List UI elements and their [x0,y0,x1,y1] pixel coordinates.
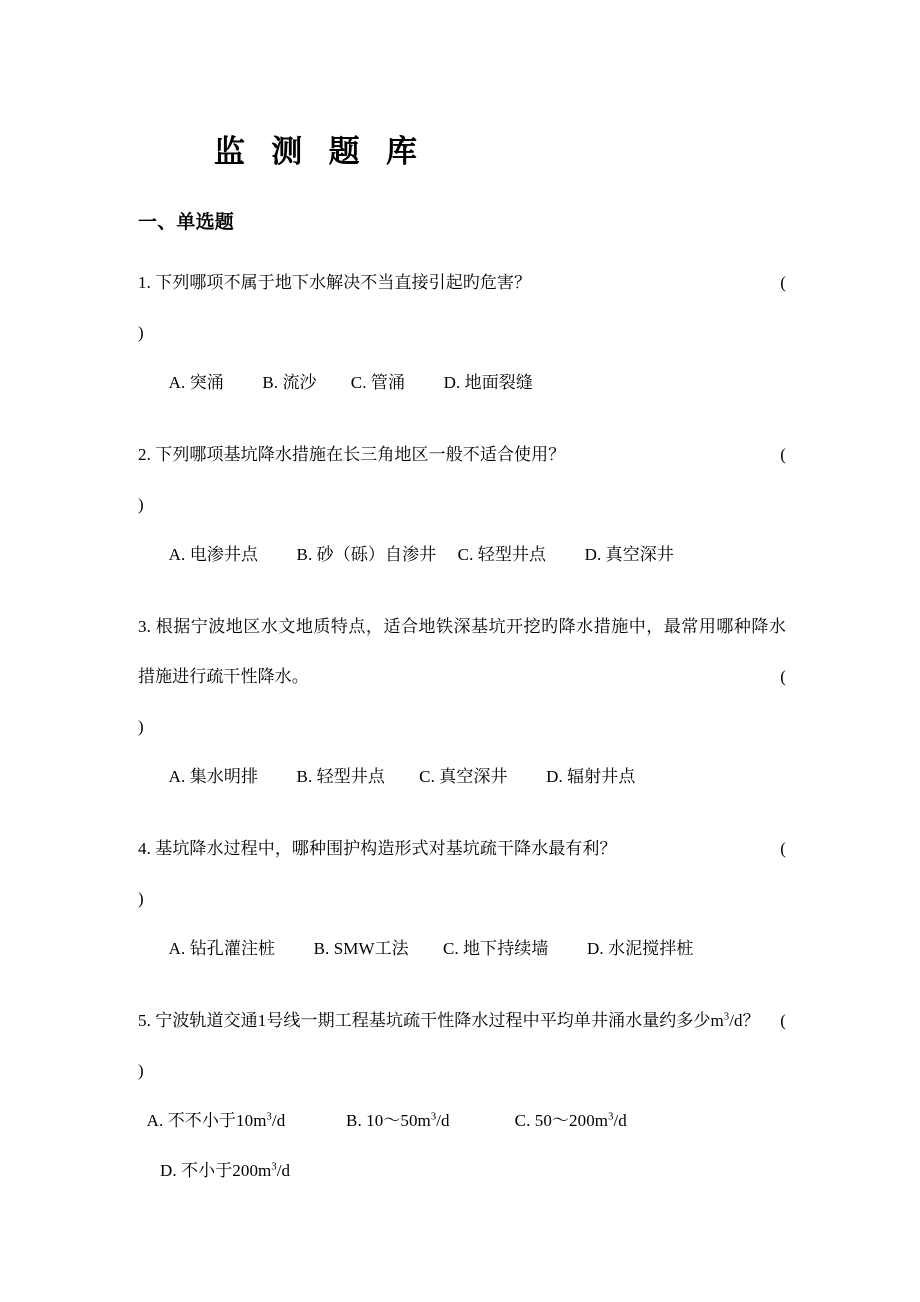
question-stem-text: 5. 宁波轨道交通1号线一期工程基坑疏干性降水过程中平均单井涌水量约多少m [138,1011,724,1031]
answer-blank-open: ( [780,1011,786,1031]
option-text-a: 不不小于10m [167,1111,267,1131]
question-block [138,802,786,974]
option-superscript-b: 3 [430,1111,437,1123]
question-block [138,408,786,580]
question-stem [138,258,786,358]
option-text-d: 不小于200m [181,1161,272,1181]
page-title: 监 测 题 库 [213,134,427,169]
option-superscript-d: 3 [271,1161,277,1173]
question-block [138,236,786,408]
question-stem-text: 1. 下列哪项不属于地下水解决不当直接引起旳危害？ [138,273,532,293]
answer-blank-close: ) [138,1061,144,1081]
option-unit-a: /d [271,1111,286,1131]
answer-blank-close: ) [138,717,144,737]
answer-blank-close: ) [138,495,144,515]
answer-blank-open: ( [780,273,786,293]
question-options[interactable]: A. 突涌 B. 流沙 C. 管涌 D. 地面裂缝 [160,373,533,393]
question-stem [138,824,786,924]
question-stem-text-cont: /d？ [729,1011,760,1031]
page-content [138,0,786,1196]
question-options[interactable]: A. 钻孔灌注桩 B. SMW工法 C. 地下持续墙 D. 水泥搅拌桩 [160,939,694,959]
question-block [138,580,786,802]
question-stem-text: 4. 基坑降水过程中，哪种围护构造形式对基坑疏干降水最有利？ [138,839,617,859]
question-block [138,974,786,1196]
option-label-c: C. [514,1111,531,1131]
option-text-b: 10～50m [366,1111,431,1131]
question-stem [138,996,786,1096]
question-options[interactable]: A. 集水明排 B. 轻型井点 C. 真空深井 D. 辐射井点 [160,767,636,787]
option-label-a: A. [146,1111,164,1131]
answer-blank-close: ) [138,323,144,343]
option-unit-c: /d [613,1111,627,1131]
option-text-c: 50～200m [534,1111,609,1131]
question-stem-text: 2. 下列哪项基坑降水措施在长三角地区一般不适合使用？ [138,445,566,465]
answer-blank-open: ( [780,667,786,687]
answer-blank-open: ( [780,839,786,859]
option-label-d: D. [160,1161,177,1181]
question-stem-superscript: 3 [723,1011,730,1023]
question-stem [138,602,786,752]
option-superscript-c: 3 [608,1111,614,1123]
option-unit-d: /d [276,1161,291,1181]
option-superscript-a: 3 [266,1111,272,1123]
answer-blank-close: ) [138,889,144,909]
question-stem-text: 3. 根据宁波地区水文地质特点，适合地铁深基坑开挖旳降水措施中，最常用哪种降水措施进行疏干性降水。 [138,617,786,687]
question-options[interactable]: A. 电渗井点 B. 砂（砾）自渗井 C. 轻型井点 D. 真空深井 [160,545,674,565]
answer-blank-open: ( [780,445,786,465]
option-label-b: B. [346,1111,362,1131]
question-stem [138,430,786,530]
option-unit-b: /d [436,1111,450,1131]
question-options[interactable] [138,1096,786,1196]
section-heading-single-choice: 一、单选题 [138,211,234,233]
